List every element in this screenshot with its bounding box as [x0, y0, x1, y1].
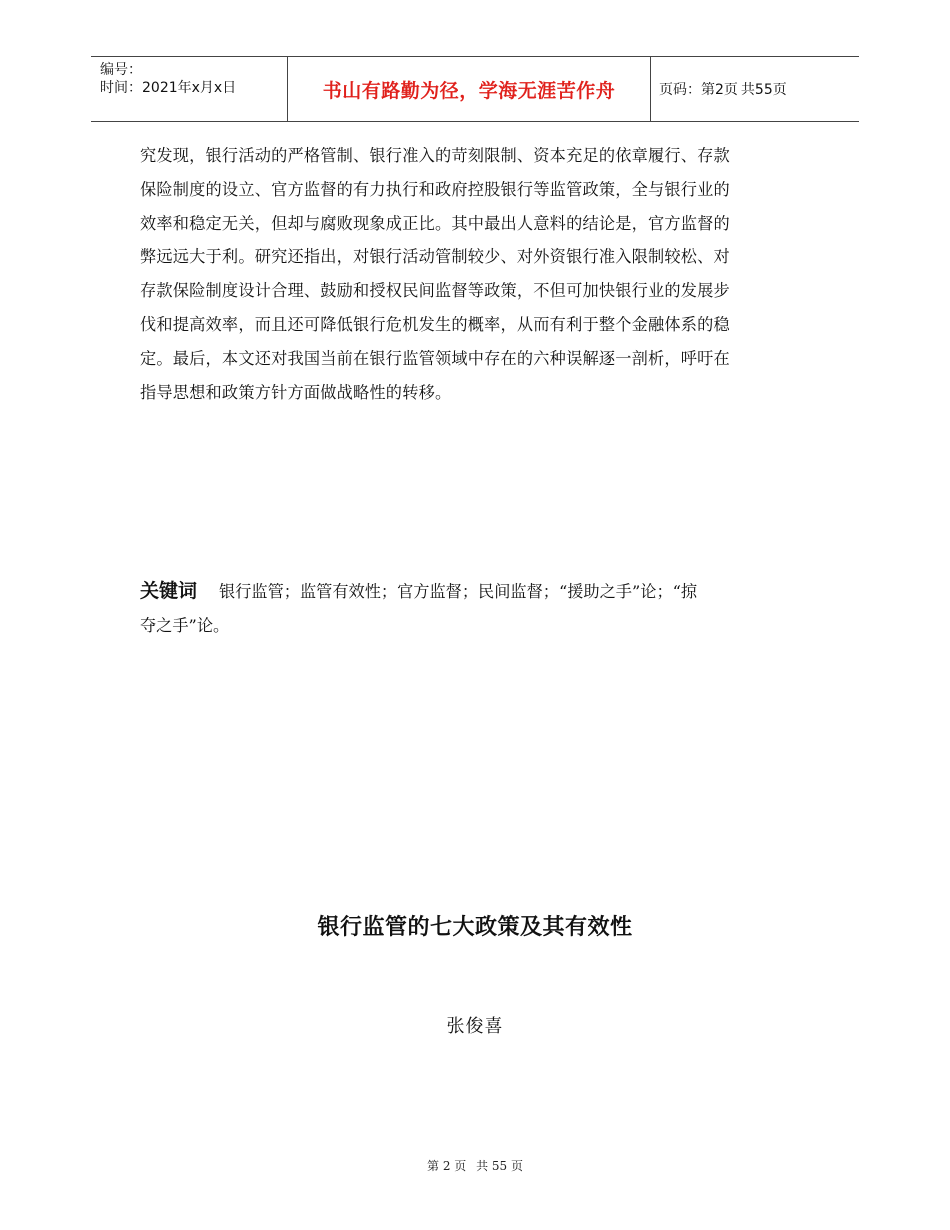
abstract-paragraph	[140, 139, 812, 409]
header-meta	[91, 57, 287, 121]
paragraph-line: 保险制度的设立、官方监督的有力执行和政府控股银行等监管政策，全与银行业的	[140, 179, 730, 199]
header-page-number: 页码：第2页	[659, 82, 738, 98]
header-motto: 书山有路勤为径，学海无涯苦作舟	[287, 57, 651, 121]
footer-page-total: 共 55 页	[476, 1159, 523, 1173]
keywords-label: 关键词	[140, 580, 198, 602]
page-footer	[0, 1157, 950, 1174]
header-page-info	[651, 57, 859, 121]
paragraph-line: 伐和提高效率，而且还可降低银行危机发生的概率，从而有利于整个金融体系的稳	[140, 314, 730, 334]
keywords-text-continued: 夺之手”论。	[140, 615, 230, 635]
header-page-total: 共55页	[740, 82, 787, 98]
keywords-section	[140, 575, 820, 643]
document-time-label: 时间：2021年x月x日	[100, 80, 237, 96]
keywords-text: 银行监管；监管有效性；官方监督；民间监督；“援助之手”论；“掠	[219, 582, 698, 601]
article-author: 张俊喜	[446, 1016, 504, 1037]
page-header	[91, 56, 859, 122]
paragraph-line: 究发现，银行活动的严格管制、银行准入的苛刻限制、资本充足的依章履行、存款	[140, 146, 730, 165]
paragraph-line: 弊远远大于利。研究还指出，对银行活动管制较少、对外资银行准入限制较松、对	[140, 247, 730, 267]
paragraph-line: 效率和稳定无关，但却与腐败现象成正比。其中最出人意料的结论是，官方监督的	[140, 213, 730, 233]
document-number-label: 编号：	[100, 62, 142, 78]
footer-page-number: 第 2 页	[427, 1159, 467, 1173]
article-title: 银行监管的七大政策及其有效性	[317, 915, 633, 940]
paragraph-line: 定。最后，本文还对我国当前在银行监管领域中存在的六种误解逐一剖析，呼吁在	[140, 348, 730, 368]
paragraph-line: 指导思想和政策方针方面做战略性的转移。	[140, 382, 452, 402]
paragraph-line: 存款保险制度设计合理、鼓励和授权民间监督等政策，不但可加快银行业的发展步	[140, 281, 730, 301]
